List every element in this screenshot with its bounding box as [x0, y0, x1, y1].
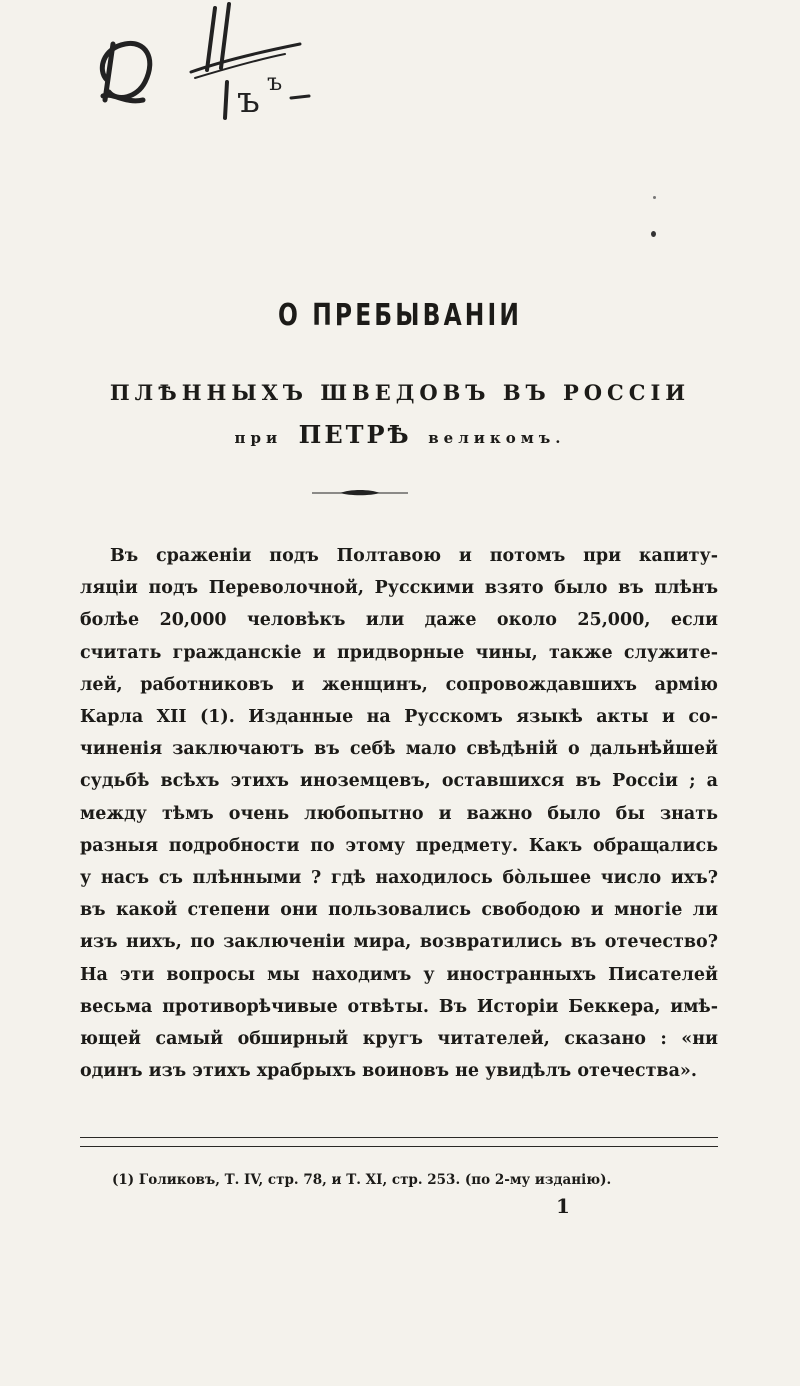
- footnote: (1) Голиковъ, Т. IV, стр. 78, и Т. XI, стр. 253. (по 2-му изданію).: [112, 1172, 612, 1188]
- subtitle-line-1: ПЛѢННЫХЪ ШВЕДОВЪ ВЪ РОССІИ: [109, 380, 691, 405]
- svg-text:ъ: ъ: [237, 80, 260, 121]
- body-paragraph: [80, 540, 718, 1087]
- footnote-divider: [80, 1137, 718, 1138]
- body-line: одинъ изъ этихъ храбрыхъ воиновъ не увидѣлъ отечества».: [80, 1061, 697, 1082]
- ink-speck: [651, 231, 656, 237]
- body-line: болѣе 20,000 человѣкъ или даже около 25,000, если: [80, 610, 718, 631]
- body-line: судьбѣ всѣхъ этихъ иноземцевъ, оставшихся въ Россіи ; а: [80, 771, 718, 792]
- ornament-divider: [310, 486, 410, 498]
- body-line: ющей самый обширный кругъ читателей, сказано : «ни: [80, 1029, 718, 1050]
- body-line: въ какой степени они пользовались свободою и многіе ли: [80, 900, 718, 921]
- handwritten-shelfmark: [95, 0, 325, 125]
- body-line: разныя подробности по этому предмету. Какъ обращались: [80, 835, 718, 856]
- body-line: изъ нихъ, по заключеніи мира, возвратились въ отечество?: [80, 932, 718, 953]
- body-line: между тѣмъ очень любопытно и важно было бы знать: [80, 803, 718, 824]
- body-line: ляціи подъ Переволочной, Русскими взято было въ плѣнъ: [80, 578, 718, 599]
- ink-speck: [653, 196, 656, 199]
- body-line: чиненія заключаютъ въ себѣ мало свѣдѣній о дальнѣйшей: [80, 739, 718, 760]
- subtitle-pre: при: [234, 429, 283, 447]
- body-line: На эти вопросы мы находимъ у иностранныхъ Писателей: [80, 964, 718, 985]
- svg-text:ъ: ъ: [267, 68, 283, 96]
- footnote-divider: [80, 1146, 718, 1147]
- subtitle-name: ПЕТРѢ: [298, 420, 412, 449]
- body-line: Карла XII (1). Изданные на Русскомъ языкѣ акты и со-: [80, 707, 718, 728]
- page-title: О ПРЕБЫВАНІИ: [277, 298, 523, 333]
- subtitle-line-2: [0, 420, 800, 449]
- body-line: у насъ съ плѣнными ? гдѣ находилось бо̀льшее число ихъ?: [80, 868, 718, 889]
- body-line: Въ сраженіи подъ Полтавою и потомъ при капиту-: [110, 546, 718, 566]
- page-number: 1: [556, 1194, 570, 1218]
- subtitle-post: великомъ.: [428, 429, 566, 447]
- body-line: весьма противорѣчивые отвѣты. Въ Исторіи Беккера, имѣ-: [80, 996, 718, 1017]
- body-line: лей, работниковъ и женщинъ, сопровождавшихъ армію: [80, 674, 718, 695]
- body-line: считать гражданскіе и придворные чины, также служите-: [80, 642, 718, 663]
